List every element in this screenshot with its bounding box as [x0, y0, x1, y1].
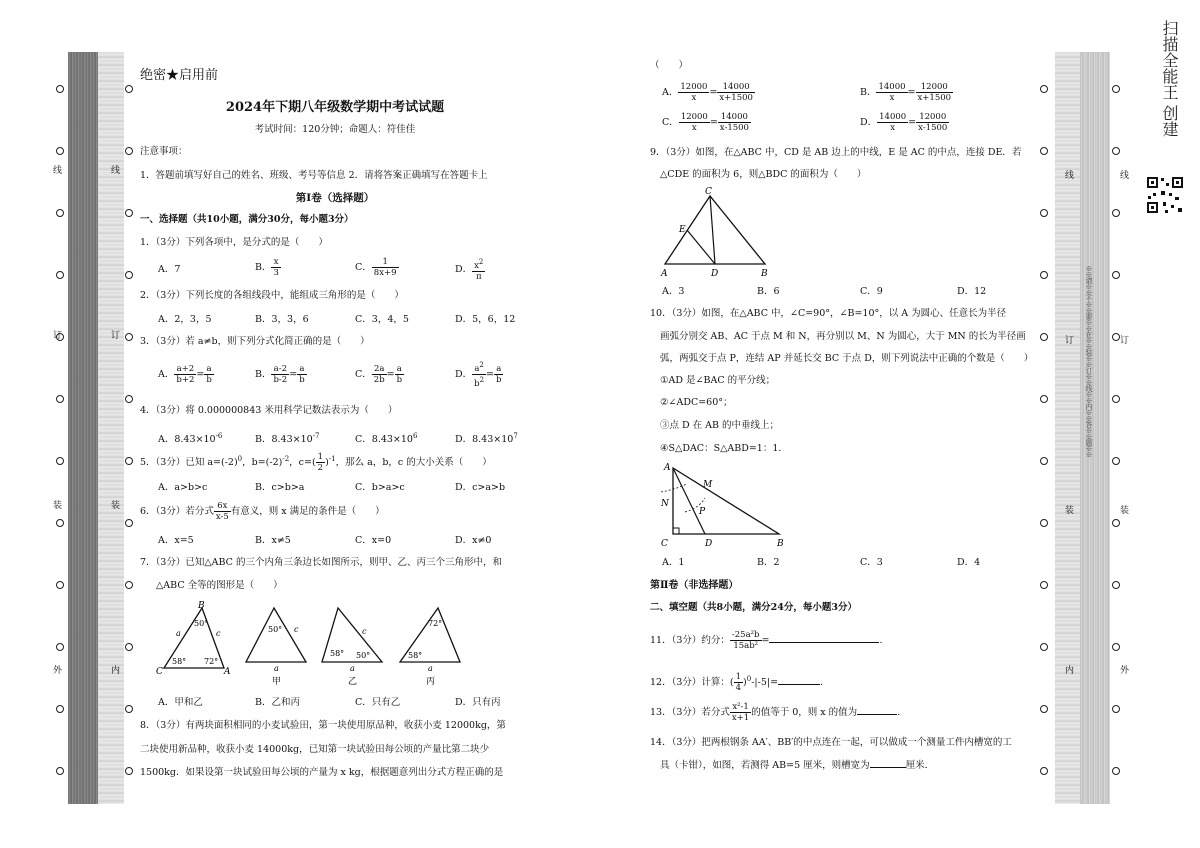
- option-d: D．x≠0: [455, 535, 492, 546]
- binding-hole-icon: [1040, 85, 1048, 93]
- statement: ③点 D 在 AB 的中垂线上；: [660, 420, 780, 431]
- answer-paren: （ ）: [650, 60, 689, 71]
- binding-hole-icon: [1112, 85, 1120, 93]
- binding-hole-icon: [56, 147, 64, 155]
- binding-label: 内: [1063, 665, 1073, 674]
- question-stem: 12．（3分）计算：( $\frac{1}{4}$ )$^0$-|-5|= .: [650, 672, 824, 693]
- binding-hole-icon: [56, 271, 64, 279]
- question-stem: 画弧分别交 AB、AC 于点 M 和 N，再分别以 M、N 为圆心，大于 MN 的长为半径画: [660, 331, 1026, 342]
- binding-hole-icon: [56, 457, 64, 465]
- question-stem: 5．（3分）已知 $a=(-2)^0$，$b=(-2)^{-2}$，c=( $\frac{1}{2}$ )$^{-1}$，那么 a，b，c 的大小关系（ ）: [140, 452, 492, 473]
- binding-hole-icon: [56, 581, 64, 589]
- binding-hole-icon: [56, 209, 64, 217]
- binding-label: 订: [1063, 335, 1073, 344]
- binding-hole-icon: [56, 85, 64, 93]
- option-a: A．$8.43\times 10^{-6}$: [158, 432, 223, 446]
- option-b: B．x≠5: [255, 535, 291, 546]
- binding-hole-icon: [125, 147, 133, 155]
- binding-hole-icon: [125, 395, 133, 403]
- statement: ①AD 是∠BAC 的平分线；: [660, 375, 776, 386]
- angle-yi-1: 58°: [330, 649, 345, 658]
- binding-hole-icon: [1112, 643, 1120, 651]
- statement: ④S△DAC：S△ABD=1：1．: [660, 443, 788, 454]
- question-stem: 10．（3分）如图，在△ABC 中，∠C=90°，∠B=10°，以 A 为圆心、任意长为半径: [650, 308, 1007, 319]
- option-d: D． $\frac{a^2}{b^2}$ = $\frac{a}{b}$: [455, 361, 502, 389]
- option-c: C．3: [860, 557, 883, 568]
- binding-label: 装: [109, 500, 119, 509]
- side-jia-a: a: [274, 664, 279, 673]
- binding-hole-icon: [1040, 333, 1048, 341]
- option-c: C．b>a>c: [355, 482, 405, 493]
- option-a: A．2，3，5: [158, 314, 212, 325]
- binding-hole-icon: [56, 519, 64, 527]
- binding-label: 外: [1118, 665, 1128, 674]
- binding-hole-icon: [56, 395, 64, 403]
- statement: ②∠ADC=60°；: [660, 397, 733, 408]
- label-c: C: [661, 539, 668, 549]
- left-binding-strip: [68, 52, 98, 804]
- binding-label: 订: [51, 330, 61, 339]
- option-d: D．12: [957, 286, 987, 297]
- option-b: B．2: [757, 557, 780, 568]
- option-b: B． $\frac{a-2}{b-2}$ = $\frac{a}{b}$: [255, 364, 305, 385]
- option-c: C．x=0: [355, 535, 392, 546]
- angle-jia: 50°: [268, 625, 283, 634]
- option-d: D．只有丙: [455, 697, 501, 708]
- question-stem: 4．（3分）将 0.000000843 米用科学记数法表示为（ ）: [140, 405, 398, 416]
- exam-info: 考试时间：120分钟；命题人：符佳佳: [254, 124, 416, 135]
- part1-title: 第Ⅰ卷（选择题）: [295, 192, 375, 204]
- label-p: P: [699, 507, 706, 517]
- option-b: B．乙和丙: [255, 697, 300, 708]
- option-b: B． $\frac{14000}{x}$ = $\frac{12000}{x+1500}$: [860, 82, 952, 103]
- label-b: B: [777, 539, 784, 549]
- side-yi-c: c: [362, 627, 367, 636]
- binding-hole-icon: [1112, 581, 1120, 589]
- option-b: B．6: [757, 286, 780, 297]
- median-cd: [710, 196, 715, 264]
- binding-hole-icon: [1040, 581, 1048, 589]
- question-stem: 11．（3分）约分： $\frac{\text{-25a²b}}{\text{15ab²}}$ = .: [650, 630, 883, 651]
- angle-c: 58°: [172, 657, 187, 666]
- question-stem: 二块使用新品种，收获小麦 14000kg，已知第一块试验田每公顷的产量比第二块少: [140, 744, 490, 755]
- binding-label: 线: [51, 165, 61, 174]
- question-stem: △CDE 的面积为 6，则△BDC 的面积为（ ）: [660, 169, 867, 180]
- secret-mark: 绝密★启用前: [140, 68, 219, 83]
- binding-hole-icon: [125, 581, 133, 589]
- binding-label: 装: [51, 500, 61, 509]
- option-a: A． $\frac{a+2}{b+2}$ = $\frac{a}{b}$: [158, 364, 212, 385]
- binding-hole-icon: [1040, 643, 1048, 651]
- option-b: B．3，3，6: [255, 314, 309, 325]
- option-c: C．$8.43\times 10^6$: [355, 432, 418, 446]
- angle-yi-2: 50°: [356, 651, 371, 660]
- side-yi-a: a: [350, 664, 355, 673]
- option-c: C． $\frac{1}{8x+9}$: [355, 257, 397, 278]
- right-angle-mark: [673, 528, 679, 534]
- answer-blank: [769, 642, 879, 643]
- notice-title: 注意事项：: [140, 146, 188, 157]
- binding-hole-icon: [1040, 209, 1048, 217]
- q10-figure: [655, 460, 795, 552]
- answer-blank: [870, 767, 906, 768]
- segment-de: [687, 230, 715, 264]
- part2-title: 第Ⅱ卷（非选择题）: [650, 580, 739, 591]
- option-b: B．$8.43\times 10^{-7}$: [255, 432, 320, 446]
- side-bing-a: a: [428, 664, 433, 673]
- section-title: 二、填空题（共8小题，满分24分，每小题3分）: [650, 602, 857, 613]
- notice-text: 1．答题前填写好自己的姓名、班级、考号等信息 2．请将答案正确填写在答题卡上: [140, 170, 488, 181]
- label-a: A: [661, 269, 668, 279]
- label-c: C: [705, 187, 712, 197]
- label-a: A: [224, 667, 231, 677]
- label-c: C: [156, 667, 163, 677]
- option-a: A．x=5: [158, 535, 194, 546]
- option-b: B．c>b>a: [255, 482, 305, 493]
- option-a: A．3: [662, 286, 685, 297]
- label-a: A: [664, 463, 671, 473]
- binding-hole-icon: [1112, 395, 1120, 403]
- scanner-watermark: 扫描全能王 创建: [1160, 20, 1179, 138]
- angle-a: 72°: [204, 657, 219, 666]
- binding-hole-icon: [125, 519, 133, 527]
- question-stem: 7．（3分）已知△ABC 的三个内角三条边长如图所示，则甲、乙、丙三个三角形中，和: [140, 557, 502, 568]
- binding-hole-icon: [125, 85, 133, 93]
- label-n: N: [661, 499, 669, 509]
- option-c: C． $\frac{12000}{x}$ = $\frac{14000}{x-1500}$: [662, 112, 749, 133]
- binding-hole-icon: [125, 457, 133, 465]
- question-stem: 3．（3分）若 a≠b，则下列分式化简正确的是（ ）: [140, 336, 370, 347]
- option-b: B． $\frac{x}{3}$: [255, 257, 279, 278]
- side-c: c: [216, 629, 221, 638]
- binding-hole-icon: [125, 333, 133, 341]
- option-a: A．7: [158, 264, 181, 275]
- label-d: D: [705, 539, 713, 549]
- right-binding-light-strip: [1055, 52, 1081, 804]
- binding-hole-icon: [1040, 705, 1048, 713]
- angle-bing-2: 58°: [408, 651, 423, 660]
- binding-hole-icon: [1112, 209, 1120, 217]
- option-d: D．$8.43\times 10^7$: [455, 432, 518, 446]
- question-stem: 具（卡钳），如图，若测得 AB=5 厘米，则槽宽为 厘米．: [660, 760, 935, 771]
- binding-hole-icon: [1040, 519, 1048, 527]
- binding-hole-icon: [1112, 767, 1120, 775]
- q9-figure: [655, 184, 785, 280]
- binding-hole-icon: [1112, 271, 1120, 279]
- binding-label: 装: [1063, 505, 1073, 514]
- label-e: E: [679, 225, 686, 235]
- binding-label: 线: [109, 165, 119, 174]
- answer-blank: [857, 714, 897, 715]
- side-jia-c: c: [294, 625, 299, 634]
- section-title: 一、选择题（共10小题，满分30分，每小题3分）: [140, 214, 354, 225]
- question-stem: 2．（3分）下列长度的各组线段中，能组成三角形的是（ ）: [140, 290, 404, 301]
- option-d: D．5，6，12: [455, 314, 516, 325]
- page-title: 2024年下期八年级数学期中考试试题: [225, 100, 445, 115]
- binding-hole-icon: [125, 209, 133, 217]
- binding-hole-icon: [1112, 333, 1120, 341]
- binding-label: 订: [1118, 335, 1128, 344]
- side-a: a: [176, 629, 181, 638]
- binding-notice: ※※请※※不※※要※※在※※装※※订※※线※※内※※答※※题※※: [1085, 265, 1093, 457]
- label-b: B: [198, 601, 205, 611]
- binding-hole-icon: [56, 705, 64, 713]
- question-stem: 1．（3分）下列各项中，是分式的是（ ）: [140, 237, 328, 248]
- option-a: A．甲和乙: [158, 697, 203, 708]
- option-a: A．1: [662, 557, 685, 568]
- binding-label: 线: [1063, 170, 1073, 179]
- option-c: C．只有乙: [355, 697, 401, 708]
- option-d: D．c>a>b: [455, 482, 506, 493]
- binding-hole-icon: [1112, 705, 1120, 713]
- option-d: D．4: [957, 557, 981, 568]
- triangle-yi-name: 乙: [348, 677, 358, 687]
- binding-hole-icon: [1040, 147, 1048, 155]
- angle-b: 50°: [194, 619, 209, 628]
- label-m: M: [703, 480, 713, 490]
- question-stem: 13．（3分）若分式 $\frac{\text{x²-1}}{x+1}$ 的值等于 0，则 x 的值为 .: [650, 702, 901, 723]
- binding-hole-icon: [125, 643, 133, 651]
- q7-figure: [150, 598, 480, 688]
- binding-label: 装: [1118, 505, 1128, 514]
- option-a: A．a>b>c: [158, 482, 208, 493]
- label-b: B: [761, 269, 768, 279]
- binding-hole-icon: [1040, 457, 1048, 465]
- question-stem: 9．（3分）如图，在△ABC 中，CD 是 AB 边上的中线，E 是 AC 的中点，连接 DE．若: [650, 147, 1022, 158]
- option-d: D． $\frac{x^2}{\pi}$: [455, 258, 484, 282]
- triangle-jia: [246, 608, 306, 662]
- binding-hole-icon: [1112, 457, 1120, 465]
- binding-hole-icon: [125, 705, 133, 713]
- binding-hole-icon: [56, 767, 64, 775]
- binding-label: 订: [109, 330, 119, 339]
- binding-hole-icon: [125, 271, 133, 279]
- question-stem: 8．（3分）有两块面积相同的小麦试验田，第一块使用原品种，收获小麦 12000kg，第: [140, 720, 506, 731]
- question-stem: 6．（3分）若分式 $\frac{6x}{x-5}$ 有意义，则 x 满足的条件是（ ）: [140, 501, 385, 522]
- binding-label: 内: [109, 665, 119, 674]
- question-stem: △ABC 全等的图形是（ ）: [156, 580, 283, 591]
- binding-hole-icon: [1112, 147, 1120, 155]
- binding-label: 外: [51, 665, 61, 674]
- binding-hole-icon: [125, 767, 133, 775]
- question-stem: 弧，两弧交于点 P，连结 AP 并延长交 BC 于点 D，则下列说法中正确的个数是（ ）: [660, 353, 1034, 364]
- binding-hole-icon: [1040, 271, 1048, 279]
- label-d: D: [711, 269, 719, 279]
- binding-label: 线: [1118, 170, 1128, 179]
- option-c: C．9: [860, 286, 883, 297]
- option-c: C． $\frac{2a}{2b}$ = $\frac{a}{b}$: [355, 364, 403, 385]
- binding-hole-icon: [56, 643, 64, 651]
- triangle-bing-name: 丙: [426, 677, 436, 687]
- question-stem: 14．（3分）把两根钢条 AA′、BB′的中点连在一起，可以做成一个测量工件内槽宽的工: [650, 737, 1012, 748]
- angle-bing-1: 72°: [428, 619, 443, 628]
- option-d: D． $\frac{14000}{x}$ = $\frac{12000}{x-1500}$: [860, 112, 948, 133]
- qr-code-icon: [1145, 175, 1185, 215]
- option-a: A． $\frac{12000}{x}$ = $\frac{14000}{x+1500}$: [662, 82, 753, 103]
- question-stem: 1500kg．如果设第一块试验田每公顷的产量为 x kg，根据题意列出分式方程正确的是: [140, 767, 504, 778]
- binding-hole-icon: [1040, 395, 1048, 403]
- option-c: C．3，4，5: [355, 314, 409, 325]
- binding-hole-icon: [1112, 519, 1120, 527]
- binding-hole-icon: [1040, 767, 1048, 775]
- triangle-jia-name: 甲: [272, 677, 282, 687]
- answer-blank: [778, 684, 820, 685]
